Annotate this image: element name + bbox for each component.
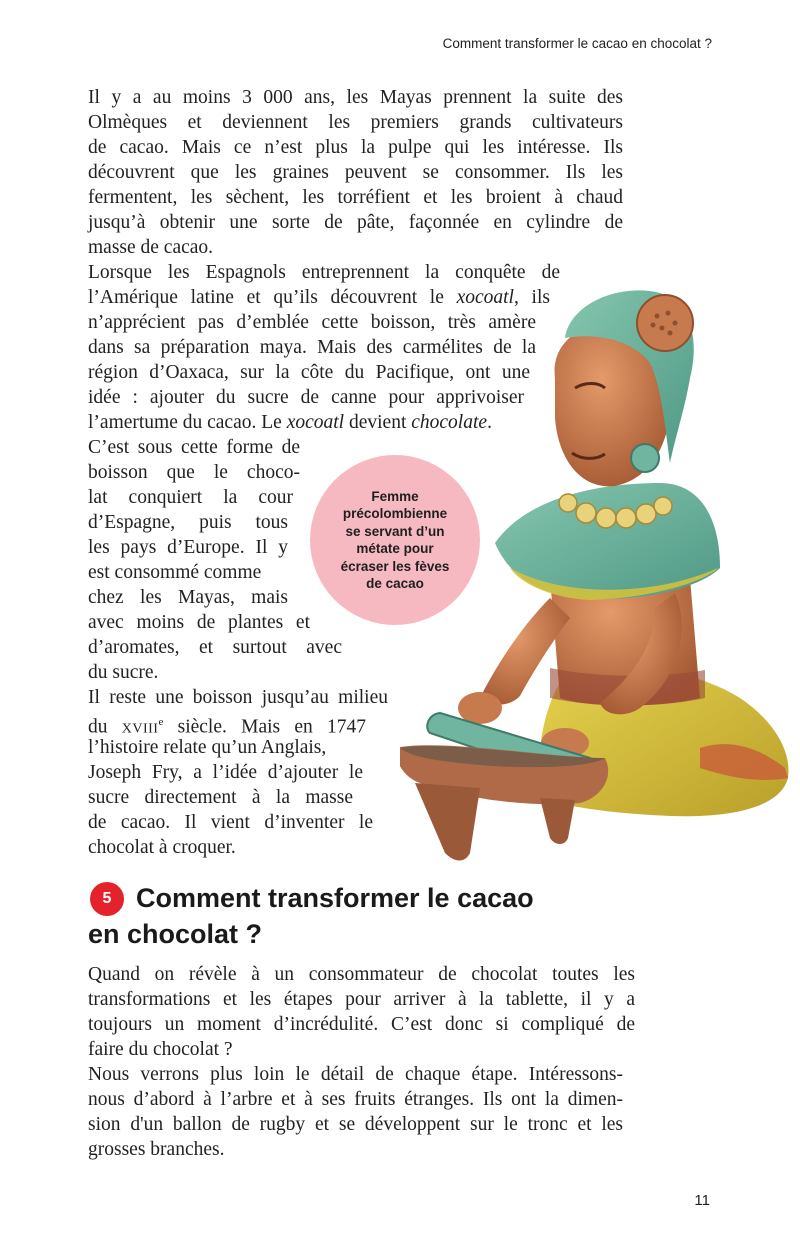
para1-line: de cacao. Mais ce n’est plus la pulpe qui les intéresse. Ils: [88, 137, 623, 158]
running-head: Comment transformer le cacao en chocolat ?: [442, 36, 712, 51]
para4-line: Quand on révèle à un consommateur de chocolat toutes les: [88, 964, 635, 985]
section-number-badge: 5: [90, 882, 124, 916]
para2-line: est consommé comme: [88, 562, 262, 583]
para1-line: Olmèques et deviennent les premiers grands cultivateurs: [88, 112, 623, 133]
para5-line: nous d’abord à l’arbre et à ses fruits étranges. Ils ont la dimen-: [88, 1089, 623, 1110]
para4-line: transformations et les étapes pour arriver à la tablette, il y a: [88, 989, 635, 1010]
para1-line: Il y a au moins 3 000 ans, les Mayas prennent la suite des: [88, 87, 623, 108]
para2-line: chez les Mayas, mais: [88, 587, 288, 608]
caption-badge: [310, 455, 480, 625]
para2-line: lat conquiert la cour: [88, 487, 293, 508]
para2-line: les pays d’Europe. Il y: [88, 537, 288, 558]
para2-line: région d’Oaxaca, sur la côte du Pacifique, ont une: [88, 362, 530, 383]
para2-line: l’amertume du cacao. Le xocoatl devient chocolate.: [88, 412, 492, 433]
para2-line: avec moins de plantes et: [88, 612, 310, 633]
para2-line: d’Espagne, puis tous: [88, 512, 288, 533]
para1-line: découvrent que les graines peuvent se consommer. Ils les: [88, 162, 623, 183]
caption-text: Femme précolombienne se servant d’un métate pour écraser les fèves de cacao: [340, 488, 450, 591]
para2-line: d’aromates, et surtout avec: [88, 637, 342, 658]
para3-line: du xviii$^e$ siècle. Mais en 1747: [88, 716, 367, 738]
para3-line: Il reste une boisson jusqu’au milieu: [88, 687, 388, 708]
para5-line: grosses branches.: [88, 1139, 225, 1160]
para2-line: boisson que le choco-: [88, 462, 300, 483]
para3-line: Joseph Fry, a l’idée d’ajouter le: [88, 762, 363, 783]
para2-line: n’apprécient pas d’emblée cette boisson, très amère: [88, 312, 536, 333]
para5-line: sion d'un ballon de rugby et se développent sur le tronc et les: [88, 1114, 623, 1135]
para1-line: fermentent, les sèchent, les torréfient et les broient à chaud: [88, 187, 623, 208]
para3-line: de cacao. Il vient d’inventer le: [88, 812, 373, 833]
para2-line: idée : ajouter du sucre de canne pour apprivoiser: [88, 387, 524, 408]
para2-line: l’Amérique latine et qu’ils découvrent le xocoatl, ils: [88, 287, 550, 308]
para2-line: C’est sous cette forme de: [88, 437, 300, 458]
section-title: Comment transformer le cacao en chocolat ?: [88, 883, 534, 949]
para5-line: Nous verrons plus loin le détail de chaque étape. Intéressons-: [88, 1064, 623, 1085]
para3-line: chocolat à croquer.: [88, 837, 236, 858]
para4-line: toujours un moment d’incrédulité. C’est donc si compliqué de: [88, 1014, 635, 1035]
para2-line: du sucre.: [88, 662, 159, 683]
para4-line: faire du chocolat ?: [88, 1039, 233, 1060]
para1-line: jusqu’à obtenir une sorte de pâte, façonnée en cylindre de: [88, 212, 623, 233]
para1-line: masse de cacao.: [88, 237, 214, 258]
page-number: 11: [694, 1192, 710, 1209]
para2-line: dans sa préparation maya. Mais des carmélites de la: [88, 337, 536, 358]
para3-line: sucre directement à la masse: [88, 787, 353, 808]
para3-line: l’histoire relate qu’un Anglais,: [88, 737, 327, 758]
para2-line: Lorsque les Espagnols entreprennent la conquête de: [88, 262, 560, 283]
